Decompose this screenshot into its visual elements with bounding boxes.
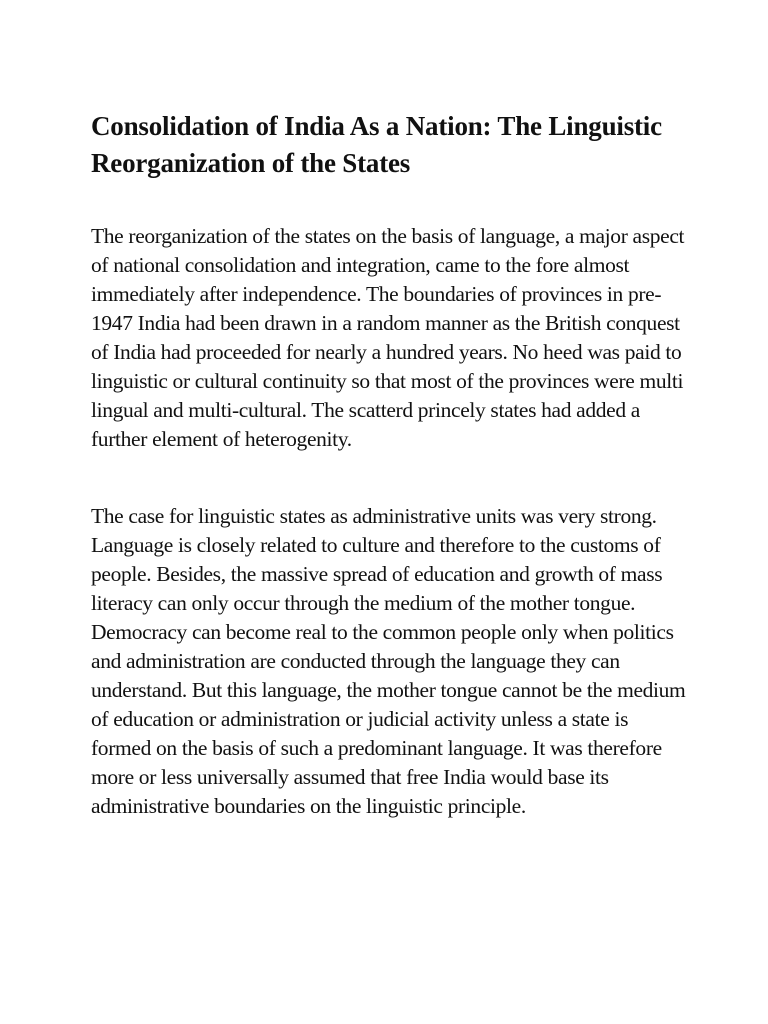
document-title: Consolidation of India As a Nation: The Linguistic Reorganization of the States <box>91 111 662 178</box>
paragraph-1: The reorganization of the states on the basis of language, a major aspect of national consolidation and integration, came to the fore almost immediately after independence. The boundaries of provinces in pre-1947 India had been drawn in a random manner as the British conquest of India had proceeded for nearly a hundred years. No heed was paid to linguistic or cultural continuity so that most of the provinces were multi lingual and multi-cultural. The scatterd princely states had added a further element of heterogenity. <box>91 224 685 451</box>
paragraph-2: The case for linguistic states as administrative units was very strong. Language is closely related to culture and therefore to the customs of people. Besides, the massive spread of education and growth of mass literacy can only occur through the medium of the mother tongue. Democracy can become real to the common people only when politics and administration are conducted through the language they can understand. But this language, the mother tongue cannot be the medium of education or administration or judicial activity unless a state is formed on the basis of such a predominant language. It was therefore more or less universally assumed that free India would base its administrative boundaries on the linguistic principle. <box>91 504 686 818</box>
document-page <box>91 108 691 821</box>
